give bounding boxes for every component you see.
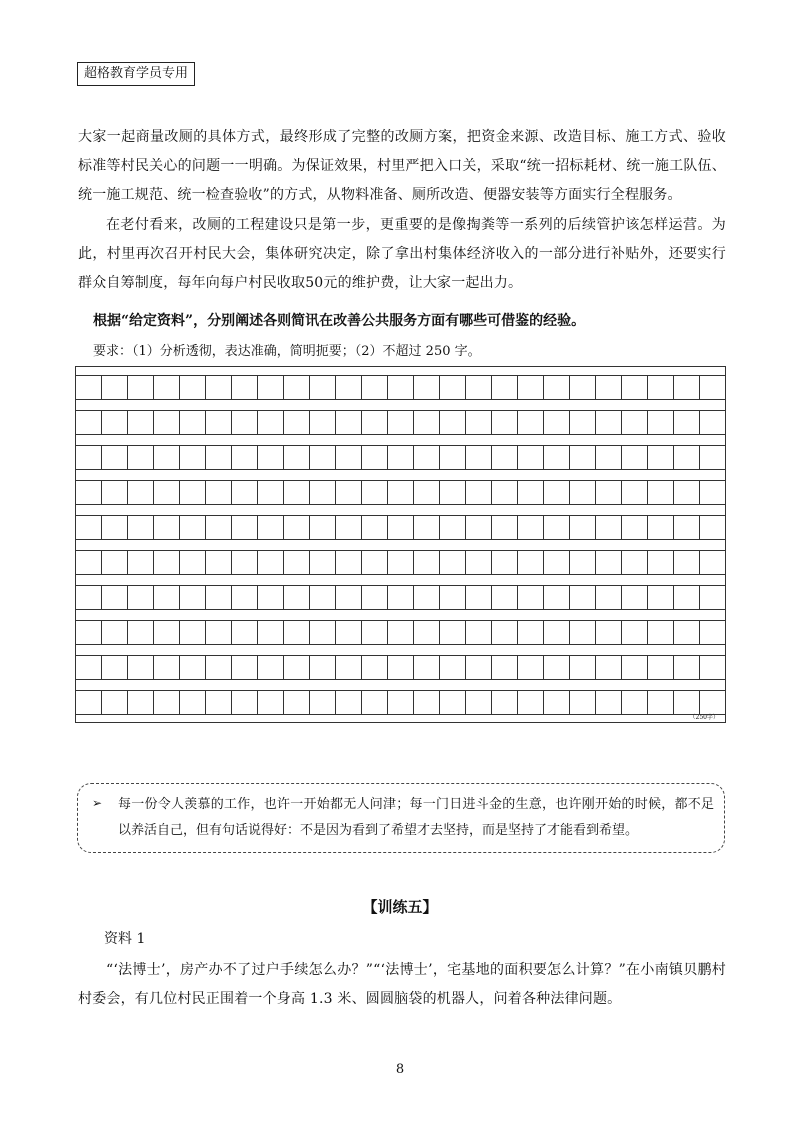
answer-grid-cell[interactable] [362,411,388,434]
answer-grid-cell[interactable] [154,376,180,399]
answer-grid-cell[interactable] [258,656,284,679]
answer-grid-cell[interactable] [570,621,596,644]
answer-grid-cell[interactable] [518,586,544,609]
answer-grid-cell[interactable] [336,551,362,574]
answer-grid-cell[interactable] [102,481,128,504]
answer-grid-cell[interactable] [232,621,258,644]
page-number: 8 [395,1062,405,1077]
answer-grid-cell[interactable] [622,516,648,539]
answer-grid-cell[interactable] [492,446,518,469]
answer-grid-cell[interactable] [700,481,725,504]
answer-grid-cell[interactable] [258,621,284,644]
answer-grid-cell[interactable] [466,481,492,504]
answer-grid-cell[interactable] [440,411,466,434]
answer-grid-cell[interactable] [596,411,622,434]
answer-grid-cell[interactable] [440,516,466,539]
answer-grid-cell[interactable] [414,586,440,609]
answer-grid-cell[interactable] [258,446,284,469]
answer-grid-cell[interactable] [648,621,674,644]
answer-grid-cell[interactable] [596,551,622,574]
answer-grid-cell[interactable] [128,516,154,539]
answer-grid-cell[interactable] [284,481,310,504]
answer-grid-cell[interactable] [232,691,258,714]
answer-grid-cell[interactable] [440,551,466,574]
answer-grid-cell[interactable] [544,411,570,434]
answer-grid-cell[interactable] [674,516,700,539]
answer-grid-cell[interactable] [466,586,492,609]
section-title: 【训练五】 [362,898,438,916]
answer-grid-cell[interactable] [622,551,648,574]
answer-grid-cell[interactable] [128,656,154,679]
answer-grid-cell[interactable] [648,376,674,399]
answer-grid-cell[interactable] [466,621,492,644]
answer-grid-cell[interactable] [700,376,725,399]
answer-grid-cell[interactable] [388,621,414,644]
answer-grid-cell[interactable] [466,411,492,434]
answer-grid-cell[interactable] [284,691,310,714]
answer-grid-cell[interactable] [362,376,388,399]
answer-grid-cell[interactable] [674,411,700,434]
answer-grid-cell[interactable] [622,656,648,679]
answer-grid-cell[interactable] [492,691,518,714]
answer-grid-row [76,480,725,505]
answer-grid-cell[interactable] [700,516,725,539]
answer-grid-cell[interactable] [206,656,232,679]
answer-grid-cell[interactable] [206,586,232,609]
answer-grid-cell[interactable] [570,481,596,504]
answer-grid-cell[interactable] [518,656,544,679]
answer-grid-cell[interactable] [622,621,648,644]
answer-grid-cell[interactable] [466,446,492,469]
answer-grid-cell[interactable] [648,481,674,504]
answer-grid-cell[interactable] [154,551,180,574]
answer-grid-cell[interactable] [102,621,128,644]
answer-grid-cell[interactable] [180,481,206,504]
source-label: 资料 1 [104,931,146,947]
answer-grid-cell[interactable] [544,376,570,399]
answer-grid-cell[interactable] [466,551,492,574]
answer-grid-cell[interactable] [310,411,336,434]
answer-grid-cell[interactable] [362,446,388,469]
answer-grid-cell[interactable] [518,376,544,399]
answer-grid-cell[interactable] [180,586,206,609]
answer-grid-cell[interactable] [232,516,258,539]
answer-grid-cell[interactable] [700,411,725,434]
answer-grid-cell[interactable] [544,446,570,469]
answer-grid-cell[interactable] [570,446,596,469]
answer-grid-cell[interactable] [206,411,232,434]
answer-grid-cell[interactable] [440,621,466,644]
answer-grid-cell[interactable] [414,481,440,504]
answer-grid-cell[interactable] [596,516,622,539]
answer-grid-cell[interactable] [388,411,414,434]
motivational-quote-text: 每一份令人羡慕的工作，也许一开始都无人问津；每一门日进斗金的生意，也许刚开始的时候，都不足以养活自己，但有句话说得好：不是因为看到了希望才去坚持，而是坚持了才能看到希望。 [118,797,714,838]
answer-grid-cell[interactable] [206,481,232,504]
answer-grid-cell[interactable] [544,516,570,539]
answer-grid-cell[interactable] [362,481,388,504]
answer-grid-cell[interactable] [258,516,284,539]
answer-grid-cell[interactable] [544,551,570,574]
answer-grid-cell[interactable] [232,551,258,574]
answer-grid-cell[interactable] [76,691,102,714]
answer-grid-cell[interactable] [674,656,700,679]
answer-grid-cell[interactable] [336,446,362,469]
answer-grid-cell[interactable] [206,551,232,574]
answer-grid-cell[interactable] [180,516,206,539]
answer-grid-cell[interactable] [648,446,674,469]
answer-grid-cell[interactable] [596,481,622,504]
answer-grid-cell[interactable] [232,656,258,679]
answer-grid-cell[interactable] [102,691,128,714]
answer-grid-cell[interactable] [674,691,700,714]
answer-grid-cell[interactable] [570,586,596,609]
answer-grid-cell[interactable] [180,376,206,399]
answer-grid-cell[interactable] [492,551,518,574]
answer-grid-cell[interactable] [232,481,258,504]
answer-grid-cell[interactable] [440,446,466,469]
answer-grid-cell[interactable] [674,446,700,469]
answer-grid-cell[interactable] [414,691,440,714]
section-paragraph: “‘法博士’，房产办不了过户手续怎么办？”“‘法博士’，宅基地的面积要怎么计算？”在小南镇贝鹏村村委会，有几位村民正围着一个身高 1.3 米、圆圆脑袋的机器人，问着各种法律问题。 [78,962,726,1007]
answer-grid-cell[interactable] [622,411,648,434]
answer-grid-cell[interactable] [128,481,154,504]
answer-grid-cell[interactable] [518,481,544,504]
answer-grid-cell[interactable] [544,586,570,609]
answer-grid-row [76,445,725,470]
answer-grid-cell[interactable] [336,586,362,609]
answer-grid-cell[interactable] [492,586,518,609]
answer-grid-cell[interactable] [102,656,128,679]
answer-grid-cell[interactable] [570,516,596,539]
answer-grid-cell[interactable] [674,376,700,399]
answer-grid-cell[interactable] [284,656,310,679]
answer-grid-cell[interactable] [284,446,310,469]
answer-grid-cell[interactable] [570,691,596,714]
answer-grid-cell[interactable] [544,621,570,644]
answer-grid-cell[interactable] [310,586,336,609]
answer-grid-cell[interactable] [492,516,518,539]
answer-grid-cell[interactable] [76,411,102,434]
answer-grid-cell[interactable] [648,551,674,574]
answer-grid-cell[interactable] [362,586,388,609]
answer-grid-cell[interactable] [388,586,414,609]
answer-grid-cell[interactable] [258,551,284,574]
answer-grid-cell[interactable] [622,481,648,504]
answer-grid-row [76,585,725,610]
answer-grid-cell[interactable] [544,691,570,714]
answer-grid-cell[interactable] [440,376,466,399]
answer-grid-cell[interactable] [154,621,180,644]
answer-grid-cell[interactable] [206,691,232,714]
answer-grid-cell[interactable] [128,586,154,609]
answer-grid-cell[interactable] [388,516,414,539]
answer-grid-cell[interactable] [518,411,544,434]
question-requirement: 要求：（1）分析透彻，表达准确，简明扼要；（2）不超过 250 字。 [93,344,481,359]
answer-grid-cell[interactable] [544,656,570,679]
answer-grid-cell[interactable] [258,691,284,714]
material-paragraph-1: 大家一起商量改厕的具体方式，最终形成了完整的改厕方案，把资金来源、改造目标、施工方式、验收标准等村民关心的问题一一明确。为保证效果，村里严把入口关，采取“统一招标耗材、统一施工队伍、统一施工规范、统一检查验收”的方式，从物料准备、厕所改造、便器安装等方面实行全程服务。 [78,129,726,203]
answer-grid-cell[interactable] [648,516,674,539]
grid-word-limit-note: （250字） [689,714,719,721]
answer-grid-cell[interactable] [414,516,440,539]
answer-grid-cell[interactable] [206,621,232,644]
question-prompt: 根据“给定资料”，分别阐述各则简讯在改善公共服务方面有哪些可借鉴的经验。 [93,313,586,329]
answer-grid-row [76,550,725,575]
answer-grid-cell[interactable] [310,551,336,574]
answer-grid-cell[interactable] [180,411,206,434]
answer-grid-cell[interactable] [336,516,362,539]
answer-grid-cell[interactable] [284,621,310,644]
answer-grid-cell[interactable] [258,376,284,399]
answer-grid-cell[interactable] [570,411,596,434]
answer-grid-cell[interactable] [102,516,128,539]
answer-grid-cell[interactable] [232,411,258,434]
motivational-quote-box [77,783,725,853]
answer-grid-row [76,690,725,715]
answer-grid-cell[interactable] [310,481,336,504]
answer-grid-cell[interactable] [414,551,440,574]
answer-grid-cell[interactable] [674,481,700,504]
answer-grid-cell[interactable] [76,621,102,644]
answer-grid-cell[interactable] [232,586,258,609]
answer-grid-cell[interactable] [258,586,284,609]
answer-grid-cell[interactable] [700,691,725,714]
answer-grid-cell[interactable] [180,691,206,714]
answer-grid-cell[interactable] [336,691,362,714]
answer-grid-cell[interactable] [388,481,414,504]
answer-grid-cell[interactable] [388,551,414,574]
answer-grid-cell[interactable] [362,691,388,714]
header-badge: 超格教育学员专用 [77,62,195,86]
answer-grid-cell[interactable] [700,446,725,469]
answer-grid-cell[interactable] [76,516,102,539]
answer-grid-cell[interactable] [310,621,336,644]
answer-grid-cell[interactable] [128,551,154,574]
answer-grid-cell[interactable] [518,446,544,469]
answer-grid-cell[interactable] [388,446,414,469]
material-paragraph-2: 在老付看来，改厕的工程建设只是第一步，更重要的是像掏粪等一系列的后续管护该怎样运营。为此，村里再次召开村民大会，集体研究决定，除了拿出村集体经济收入的一部分进行补贴外，还要实行群众自筹制度，每年向每户村民收取50元的维护费，让大家一起出力。 [78,217,726,291]
answer-grid-cell[interactable] [310,446,336,469]
answer-grid-cell[interactable] [154,691,180,714]
answer-grid-cell[interactable] [180,446,206,469]
answer-grid[interactable] [75,366,726,723]
answer-grid-cell[interactable] [76,446,102,469]
answer-grid-cell[interactable] [388,691,414,714]
answer-grid-cell[interactable] [310,376,336,399]
answer-grid-cell[interactable] [284,516,310,539]
answer-grid-cell[interactable] [492,411,518,434]
answer-grid-cell[interactable] [128,691,154,714]
answer-grid-cell[interactable] [700,551,725,574]
answer-grid-cell[interactable] [76,481,102,504]
answer-grid-cell[interactable] [310,656,336,679]
answer-grid-cell[interactable] [258,411,284,434]
answer-grid-cell[interactable] [154,656,180,679]
answer-grid-cell[interactable] [154,586,180,609]
answer-grid-cell[interactable] [596,656,622,679]
arrow-bullet-icon: ➢ [92,796,103,810]
answer-grid-cell[interactable] [440,656,466,679]
answer-grid-cell[interactable] [388,376,414,399]
answer-grid-cell[interactable] [492,376,518,399]
answer-grid-cell[interactable] [466,516,492,539]
answer-grid-cell[interactable] [336,411,362,434]
answer-grid-cell[interactable] [414,656,440,679]
answer-grid-cell[interactable] [414,411,440,434]
answer-grid-cell[interactable] [648,656,674,679]
answer-grid-cell[interactable] [596,446,622,469]
answer-grid-cell[interactable] [310,691,336,714]
answer-grid-cell[interactable] [622,446,648,469]
answer-grid-cell[interactable] [102,551,128,574]
answer-grid-cell[interactable] [362,551,388,574]
answer-grid-cell[interactable] [518,621,544,644]
answer-grid-row [76,515,725,540]
answer-grid-cell[interactable] [128,411,154,434]
answer-grid-cell[interactable] [180,551,206,574]
answer-grid-cell[interactable] [284,376,310,399]
answer-grid-cell[interactable] [414,376,440,399]
answer-grid-cell[interactable] [544,481,570,504]
answer-grid-cell[interactable] [440,586,466,609]
answer-grid-cell[interactable] [154,516,180,539]
answer-grid-cell[interactable] [232,446,258,469]
answer-grid-cell[interactable] [362,621,388,644]
answer-grid-cell[interactable] [440,691,466,714]
answer-grid-cell[interactable] [596,691,622,714]
answer-grid-cell[interactable] [648,586,674,609]
answer-grid-cell[interactable] [76,656,102,679]
answer-grid-cell[interactable] [700,586,725,609]
answer-grid-row [76,655,725,680]
answer-grid-cell[interactable] [232,376,258,399]
answer-grid-cell[interactable] [466,376,492,399]
answer-grid-cell[interactable] [128,446,154,469]
answer-grid-cell[interactable] [154,411,180,434]
answer-grid-cell[interactable] [596,621,622,644]
answer-grid-cell[interactable] [336,621,362,644]
answer-grid-cell[interactable] [492,656,518,679]
answer-grid-cell[interactable] [258,481,284,504]
answer-grid-cell[interactable] [102,411,128,434]
answer-grid-cell[interactable] [102,586,128,609]
answer-grid-cell[interactable] [674,551,700,574]
answer-grid-cell[interactable] [596,586,622,609]
answer-grid-cell[interactable] [570,551,596,574]
answer-grid-cell[interactable] [388,656,414,679]
answer-grid-cell[interactable] [362,516,388,539]
answer-grid-cell[interactable] [128,376,154,399]
answer-grid-cell[interactable] [76,376,102,399]
answer-grid-cell[interactable] [466,691,492,714]
answer-grid-cell[interactable] [206,446,232,469]
answer-grid-cell[interactable] [76,551,102,574]
answer-grid-row [76,410,725,435]
answer-grid-cell[interactable] [622,376,648,399]
answer-grid-cell[interactable] [518,691,544,714]
answer-grid-cell[interactable] [76,586,102,609]
answer-grid-cell[interactable] [154,446,180,469]
answer-grid-cell[interactable] [180,621,206,644]
answer-grid-cell[interactable] [284,586,310,609]
answer-grid-row [76,620,725,645]
answer-grid-cell[interactable] [570,656,596,679]
answer-grid-cell[interactable] [414,446,440,469]
answer-grid-cell[interactable] [648,691,674,714]
answer-grid-cell[interactable] [154,481,180,504]
answer-grid-cell[interactable] [284,551,310,574]
answer-grid-cell[interactable] [336,481,362,504]
answer-grid-cell[interactable] [336,376,362,399]
answer-grid-cell[interactable] [128,621,154,644]
answer-grid-cell[interactable] [310,516,336,539]
answer-grid-cell[interactable] [440,481,466,504]
answer-grid-cell[interactable] [492,481,518,504]
answer-grid-cell[interactable] [102,446,128,469]
answer-grid-cell[interactable] [700,656,725,679]
answer-grid-cell[interactable] [622,691,648,714]
answer-grid-cell[interactable] [466,656,492,679]
answer-grid-cell[interactable] [336,656,362,679]
answer-grid-cell[interactable] [570,376,596,399]
answer-grid-cell[interactable] [674,586,700,609]
answer-grid-cell[interactable] [518,551,544,574]
answer-grid-cell[interactable] [492,621,518,644]
answer-grid-cell[interactable] [700,621,725,644]
answer-grid-cell[interactable] [206,516,232,539]
answer-grid-cell[interactable] [648,411,674,434]
answer-grid-cell[interactable] [596,376,622,399]
answer-grid-cell[interactable] [414,621,440,644]
answer-grid-cell[interactable] [518,516,544,539]
answer-grid-cell[interactable] [622,586,648,609]
answer-grid-cell[interactable] [284,411,310,434]
answer-grid-cell[interactable] [206,376,232,399]
answer-grid-cell[interactable] [180,656,206,679]
answer-grid-cell[interactable] [674,621,700,644]
answer-grid-cell[interactable] [102,376,128,399]
answer-grid-row [76,375,725,400]
answer-grid-cell[interactable] [362,656,388,679]
